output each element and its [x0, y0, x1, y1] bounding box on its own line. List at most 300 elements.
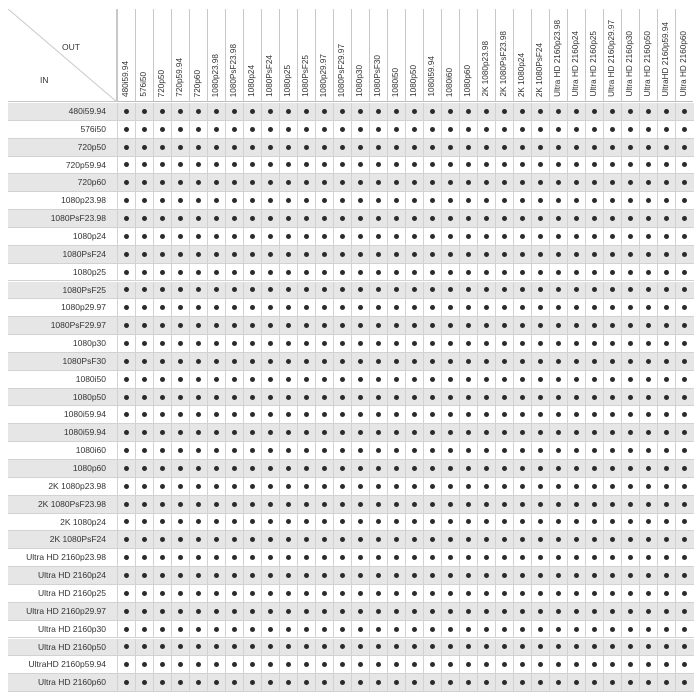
supported-dot-icon	[322, 216, 327, 221]
supported-dot-icon	[628, 448, 633, 453]
supported-dot-icon	[430, 377, 435, 382]
matrix-cell	[207, 282, 225, 300]
supported-dot-icon	[196, 395, 201, 400]
supported-dot-icon	[484, 377, 489, 382]
matrix-cell	[513, 317, 531, 335]
matrix-cell	[513, 567, 531, 585]
supported-dot-icon	[322, 448, 327, 453]
supported-dot-icon	[376, 127, 381, 132]
supported-dot-icon	[574, 216, 579, 221]
matrix-cell	[279, 121, 297, 139]
matrix-cell	[207, 210, 225, 228]
matrix-cell	[441, 282, 459, 300]
supported-dot-icon	[484, 502, 489, 507]
matrix-cell	[639, 317, 657, 335]
matrix-cell	[477, 228, 495, 246]
matrix-cell	[621, 603, 639, 621]
supported-dot-icon	[448, 127, 453, 132]
matrix-cell	[261, 264, 279, 282]
matrix-cell	[279, 103, 297, 121]
matrix-cell	[369, 371, 387, 389]
matrix-cell	[243, 121, 261, 139]
supported-dot-icon	[376, 430, 381, 435]
matrix-cell	[585, 299, 603, 317]
row-header-label: Ultra HD 2160p50	[37, 641, 106, 652]
matrix-cell	[513, 603, 531, 621]
supported-dot-icon	[286, 502, 291, 507]
matrix-cell	[567, 246, 585, 264]
supported-dot-icon	[448, 377, 453, 382]
supported-dot-icon	[268, 466, 273, 471]
matrix-cell	[279, 264, 297, 282]
matrix-cell	[639, 335, 657, 353]
supported-dot-icon	[232, 502, 237, 507]
matrix-cell	[495, 442, 513, 460]
supported-dot-icon	[394, 484, 399, 489]
supported-dot-icon	[304, 341, 309, 346]
supported-dot-icon	[394, 252, 399, 257]
supported-dot-icon	[358, 662, 363, 667]
supported-dot-icon	[232, 109, 237, 114]
supported-dot-icon	[214, 644, 219, 649]
column-header	[189, 9, 207, 102]
supported-dot-icon	[574, 198, 579, 203]
supported-dot-icon	[592, 359, 597, 364]
matrix-cell	[333, 157, 351, 175]
supported-dot-icon	[592, 448, 597, 453]
supported-dot-icon	[376, 627, 381, 632]
supported-dot-icon	[430, 555, 435, 560]
matrix-cell	[387, 246, 405, 264]
supported-dot-icon	[286, 412, 291, 417]
supported-dot-icon	[358, 555, 363, 560]
supported-dot-icon	[448, 627, 453, 632]
matrix-cell	[333, 299, 351, 317]
matrix-cell	[153, 121, 171, 139]
supported-dot-icon	[682, 591, 687, 596]
supported-dot-icon	[178, 609, 183, 614]
matrix-cell	[423, 496, 441, 514]
supported-dot-icon	[520, 555, 525, 560]
supported-dot-icon	[538, 287, 543, 292]
supported-dot-icon	[142, 662, 147, 667]
column-header	[477, 9, 495, 102]
supported-dot-icon	[124, 627, 129, 632]
supported-dot-icon	[412, 359, 417, 364]
supported-dot-icon	[340, 323, 345, 328]
supported-dot-icon	[682, 662, 687, 667]
supported-dot-icon	[124, 430, 129, 435]
supported-dot-icon	[268, 591, 273, 596]
matrix-cell	[513, 246, 531, 264]
supported-dot-icon	[664, 519, 669, 524]
matrix-cell	[261, 246, 279, 264]
supported-dot-icon	[214, 359, 219, 364]
matrix-cell	[369, 139, 387, 157]
supported-dot-icon	[394, 502, 399, 507]
matrix-cell	[405, 621, 423, 639]
matrix-cell	[603, 442, 621, 460]
column-header	[675, 9, 693, 102]
matrix-cell	[297, 531, 315, 549]
supported-dot-icon	[592, 341, 597, 346]
matrix-cell	[441, 299, 459, 317]
supported-dot-icon	[250, 662, 255, 667]
matrix-cell	[603, 389, 621, 407]
supported-dot-icon	[430, 180, 435, 185]
matrix-cell	[207, 335, 225, 353]
column-header-label: 2K 1080p24	[516, 52, 526, 97]
supported-dot-icon	[232, 448, 237, 453]
matrix-cell	[333, 531, 351, 549]
supported-dot-icon	[592, 305, 597, 310]
matrix-cell	[171, 674, 189, 692]
supported-dot-icon	[124, 573, 129, 578]
supported-dot-icon	[502, 502, 507, 507]
matrix-cell	[207, 549, 225, 567]
matrix-cell	[639, 460, 657, 478]
matrix-cell	[585, 353, 603, 371]
supported-dot-icon	[304, 430, 309, 435]
supported-dot-icon	[610, 180, 615, 185]
supported-dot-icon	[646, 430, 651, 435]
matrix-cell	[387, 514, 405, 532]
matrix-cell	[153, 174, 171, 192]
supported-dot-icon	[484, 644, 489, 649]
column-header-label: 1080PsF23.98	[228, 43, 238, 97]
supported-dot-icon	[592, 537, 597, 542]
matrix-cell	[279, 514, 297, 532]
matrix-cell	[369, 157, 387, 175]
supported-dot-icon	[592, 412, 597, 417]
supported-dot-icon	[394, 323, 399, 328]
supported-dot-icon	[664, 484, 669, 489]
matrix-cell	[207, 442, 225, 460]
supported-dot-icon	[520, 162, 525, 167]
supported-dot-icon	[124, 234, 129, 239]
matrix-cell	[351, 514, 369, 532]
supported-dot-icon	[178, 305, 183, 310]
matrix-cell	[549, 192, 567, 210]
supported-dot-icon	[682, 127, 687, 132]
matrix-cell	[207, 192, 225, 210]
matrix-cell	[513, 406, 531, 424]
supported-dot-icon	[484, 591, 489, 596]
matrix-cell	[333, 442, 351, 460]
matrix-cell	[423, 406, 441, 424]
supported-dot-icon	[304, 323, 309, 328]
supported-dot-icon	[538, 627, 543, 632]
row-header-label: Ultra HD 2160p60	[37, 677, 106, 688]
supported-dot-icon	[484, 127, 489, 132]
supported-dot-icon	[628, 234, 633, 239]
matrix-cell	[495, 246, 513, 264]
supported-dot-icon	[610, 609, 615, 614]
matrix-cell	[207, 228, 225, 246]
supported-dot-icon	[322, 680, 327, 685]
matrix-cell	[135, 674, 153, 692]
supported-dot-icon	[196, 305, 201, 310]
row-header-label: 720p60	[77, 177, 106, 188]
matrix-cell	[171, 371, 189, 389]
column-header	[585, 9, 603, 102]
supported-dot-icon	[502, 484, 507, 489]
matrix-cell	[135, 478, 153, 496]
supported-dot-icon	[250, 180, 255, 185]
matrix-cell	[243, 139, 261, 157]
matrix-cell	[297, 317, 315, 335]
supported-dot-icon	[682, 234, 687, 239]
matrix-cell	[639, 264, 657, 282]
supported-dot-icon	[214, 448, 219, 453]
supported-dot-icon	[358, 180, 363, 185]
supported-dot-icon	[304, 591, 309, 596]
matrix-cell	[621, 299, 639, 317]
matrix-cell	[153, 103, 171, 121]
supported-dot-icon	[664, 609, 669, 614]
column-header-label: 2K 1080p23.98	[480, 41, 490, 97]
matrix-cell	[153, 228, 171, 246]
matrix-cell	[549, 246, 567, 264]
supported-dot-icon	[322, 395, 327, 400]
column-header	[657, 9, 675, 102]
matrix-cell	[621, 335, 639, 353]
matrix-cell	[477, 531, 495, 549]
matrix-cell	[405, 121, 423, 139]
supported-dot-icon	[232, 573, 237, 578]
supported-dot-icon	[502, 627, 507, 632]
supported-dot-icon	[304, 109, 309, 114]
supported-dot-icon	[178, 537, 183, 542]
matrix-cell	[657, 424, 675, 442]
matrix-cell	[495, 656, 513, 674]
supported-dot-icon	[394, 305, 399, 310]
matrix-cell	[117, 621, 135, 639]
matrix-cell	[351, 603, 369, 621]
matrix-cell	[189, 353, 207, 371]
matrix-cell	[117, 406, 135, 424]
matrix-cell	[261, 549, 279, 567]
supported-dot-icon	[358, 234, 363, 239]
supported-dot-icon	[304, 484, 309, 489]
supported-dot-icon	[556, 216, 561, 221]
supported-dot-icon	[412, 216, 417, 221]
supported-dot-icon	[538, 252, 543, 257]
matrix-cell	[603, 514, 621, 532]
supported-dot-icon	[448, 395, 453, 400]
column-header	[495, 9, 513, 102]
supported-dot-icon	[196, 412, 201, 417]
supported-dot-icon	[286, 448, 291, 453]
supported-dot-icon	[574, 412, 579, 417]
matrix-cell	[639, 103, 657, 121]
matrix-cell	[135, 353, 153, 371]
matrix-cell	[297, 639, 315, 657]
matrix-cell	[477, 371, 495, 389]
column-header-label: 1080i50	[390, 67, 400, 97]
matrix-cell	[261, 674, 279, 692]
matrix-cell	[153, 478, 171, 496]
matrix-cell	[657, 567, 675, 585]
matrix-cell	[639, 424, 657, 442]
supported-dot-icon	[664, 270, 669, 275]
matrix-cell	[135, 424, 153, 442]
supported-dot-icon	[520, 359, 525, 364]
matrix-cell	[315, 228, 333, 246]
supported-dot-icon	[394, 198, 399, 203]
supported-dot-icon	[682, 644, 687, 649]
matrix-cell	[153, 299, 171, 317]
matrix-cell	[279, 353, 297, 371]
supported-dot-icon	[502, 519, 507, 524]
matrix-cell	[369, 585, 387, 603]
matrix-cell	[549, 478, 567, 496]
matrix-cell	[189, 621, 207, 639]
matrix-cell	[405, 603, 423, 621]
matrix-cell	[297, 228, 315, 246]
supported-dot-icon	[448, 270, 453, 275]
supported-dot-icon	[394, 609, 399, 614]
column-header	[333, 9, 351, 102]
supported-dot-icon	[646, 502, 651, 507]
supported-dot-icon	[160, 412, 165, 417]
matrix-cell	[585, 603, 603, 621]
supported-dot-icon	[304, 198, 309, 203]
supported-dot-icon	[160, 395, 165, 400]
supported-dot-icon	[376, 377, 381, 382]
matrix-cell	[477, 603, 495, 621]
matrix-cell	[315, 549, 333, 567]
supported-dot-icon	[412, 377, 417, 382]
matrix-cell	[477, 192, 495, 210]
matrix-cell	[423, 282, 441, 300]
supported-dot-icon	[268, 305, 273, 310]
supported-dot-icon	[484, 573, 489, 578]
supported-dot-icon	[376, 180, 381, 185]
matrix-cell	[189, 389, 207, 407]
matrix-cell	[459, 531, 477, 549]
matrix-cell	[387, 603, 405, 621]
supported-dot-icon	[142, 359, 147, 364]
matrix-cell	[675, 317, 693, 335]
supported-dot-icon	[322, 412, 327, 417]
supported-dot-icon	[448, 555, 453, 560]
matrix-cell	[405, 264, 423, 282]
supported-dot-icon	[304, 305, 309, 310]
matrix-cell	[423, 478, 441, 496]
matrix-cell	[585, 656, 603, 674]
supported-dot-icon	[268, 573, 273, 578]
matrix-cell	[495, 478, 513, 496]
matrix-cell	[333, 174, 351, 192]
matrix-cell	[135, 210, 153, 228]
matrix-cell	[225, 282, 243, 300]
supported-dot-icon	[646, 270, 651, 275]
supported-dot-icon	[196, 287, 201, 292]
matrix-cell	[567, 424, 585, 442]
matrix-cell	[585, 674, 603, 692]
supported-dot-icon	[268, 430, 273, 435]
matrix-cell	[315, 460, 333, 478]
supported-dot-icon	[250, 537, 255, 542]
matrix-cell	[459, 674, 477, 692]
matrix-cell	[567, 282, 585, 300]
matrix-cell	[567, 264, 585, 282]
matrix-cell	[117, 674, 135, 692]
supported-dot-icon	[214, 216, 219, 221]
matrix-cell	[603, 210, 621, 228]
supported-dot-icon	[610, 341, 615, 346]
supported-dot-icon	[340, 270, 345, 275]
supported-dot-icon	[484, 412, 489, 417]
matrix-cell	[441, 656, 459, 674]
matrix-cell	[261, 424, 279, 442]
supported-dot-icon	[196, 662, 201, 667]
matrix-cell	[495, 674, 513, 692]
matrix-cell	[315, 442, 333, 460]
matrix-cell	[549, 621, 567, 639]
matrix-cell	[297, 282, 315, 300]
supported-dot-icon	[466, 109, 471, 114]
supported-dot-icon	[124, 537, 129, 542]
out-axis-label: OUT	[62, 42, 80, 52]
supported-dot-icon	[430, 484, 435, 489]
matrix-cell	[117, 157, 135, 175]
supported-dot-icon	[232, 180, 237, 185]
matrix-cell	[531, 478, 549, 496]
matrix-cell	[585, 460, 603, 478]
matrix-cell	[243, 282, 261, 300]
supported-dot-icon	[664, 662, 669, 667]
matrix-cell	[351, 192, 369, 210]
matrix-cell	[621, 424, 639, 442]
supported-dot-icon	[124, 484, 129, 489]
matrix-cell	[603, 656, 621, 674]
supported-dot-icon	[196, 127, 201, 132]
supported-dot-icon	[466, 466, 471, 471]
supported-dot-icon	[214, 145, 219, 150]
matrix-cell	[441, 424, 459, 442]
matrix-cell	[675, 389, 693, 407]
matrix-cell	[189, 228, 207, 246]
matrix-cell	[135, 317, 153, 335]
matrix-cell	[315, 335, 333, 353]
matrix-cell	[567, 174, 585, 192]
supported-dot-icon	[646, 323, 651, 328]
supported-dot-icon	[394, 537, 399, 542]
matrix-cell	[477, 210, 495, 228]
supported-dot-icon	[646, 287, 651, 292]
supported-dot-icon	[232, 270, 237, 275]
supported-dot-icon	[358, 127, 363, 132]
row-header-label: 1080i50	[75, 373, 106, 384]
supported-dot-icon	[574, 609, 579, 614]
supported-dot-icon	[646, 591, 651, 596]
matrix-cell	[261, 103, 279, 121]
supported-dot-icon	[232, 162, 237, 167]
matrix-cell	[117, 424, 135, 442]
matrix-cell	[333, 335, 351, 353]
column-header	[243, 9, 261, 102]
matrix-cell	[297, 424, 315, 442]
supported-dot-icon	[628, 609, 633, 614]
supported-dot-icon	[448, 502, 453, 507]
supported-dot-icon	[322, 430, 327, 435]
supported-dot-icon	[448, 484, 453, 489]
matrix-cell	[423, 210, 441, 228]
column-header	[423, 9, 441, 102]
supported-dot-icon	[178, 234, 183, 239]
